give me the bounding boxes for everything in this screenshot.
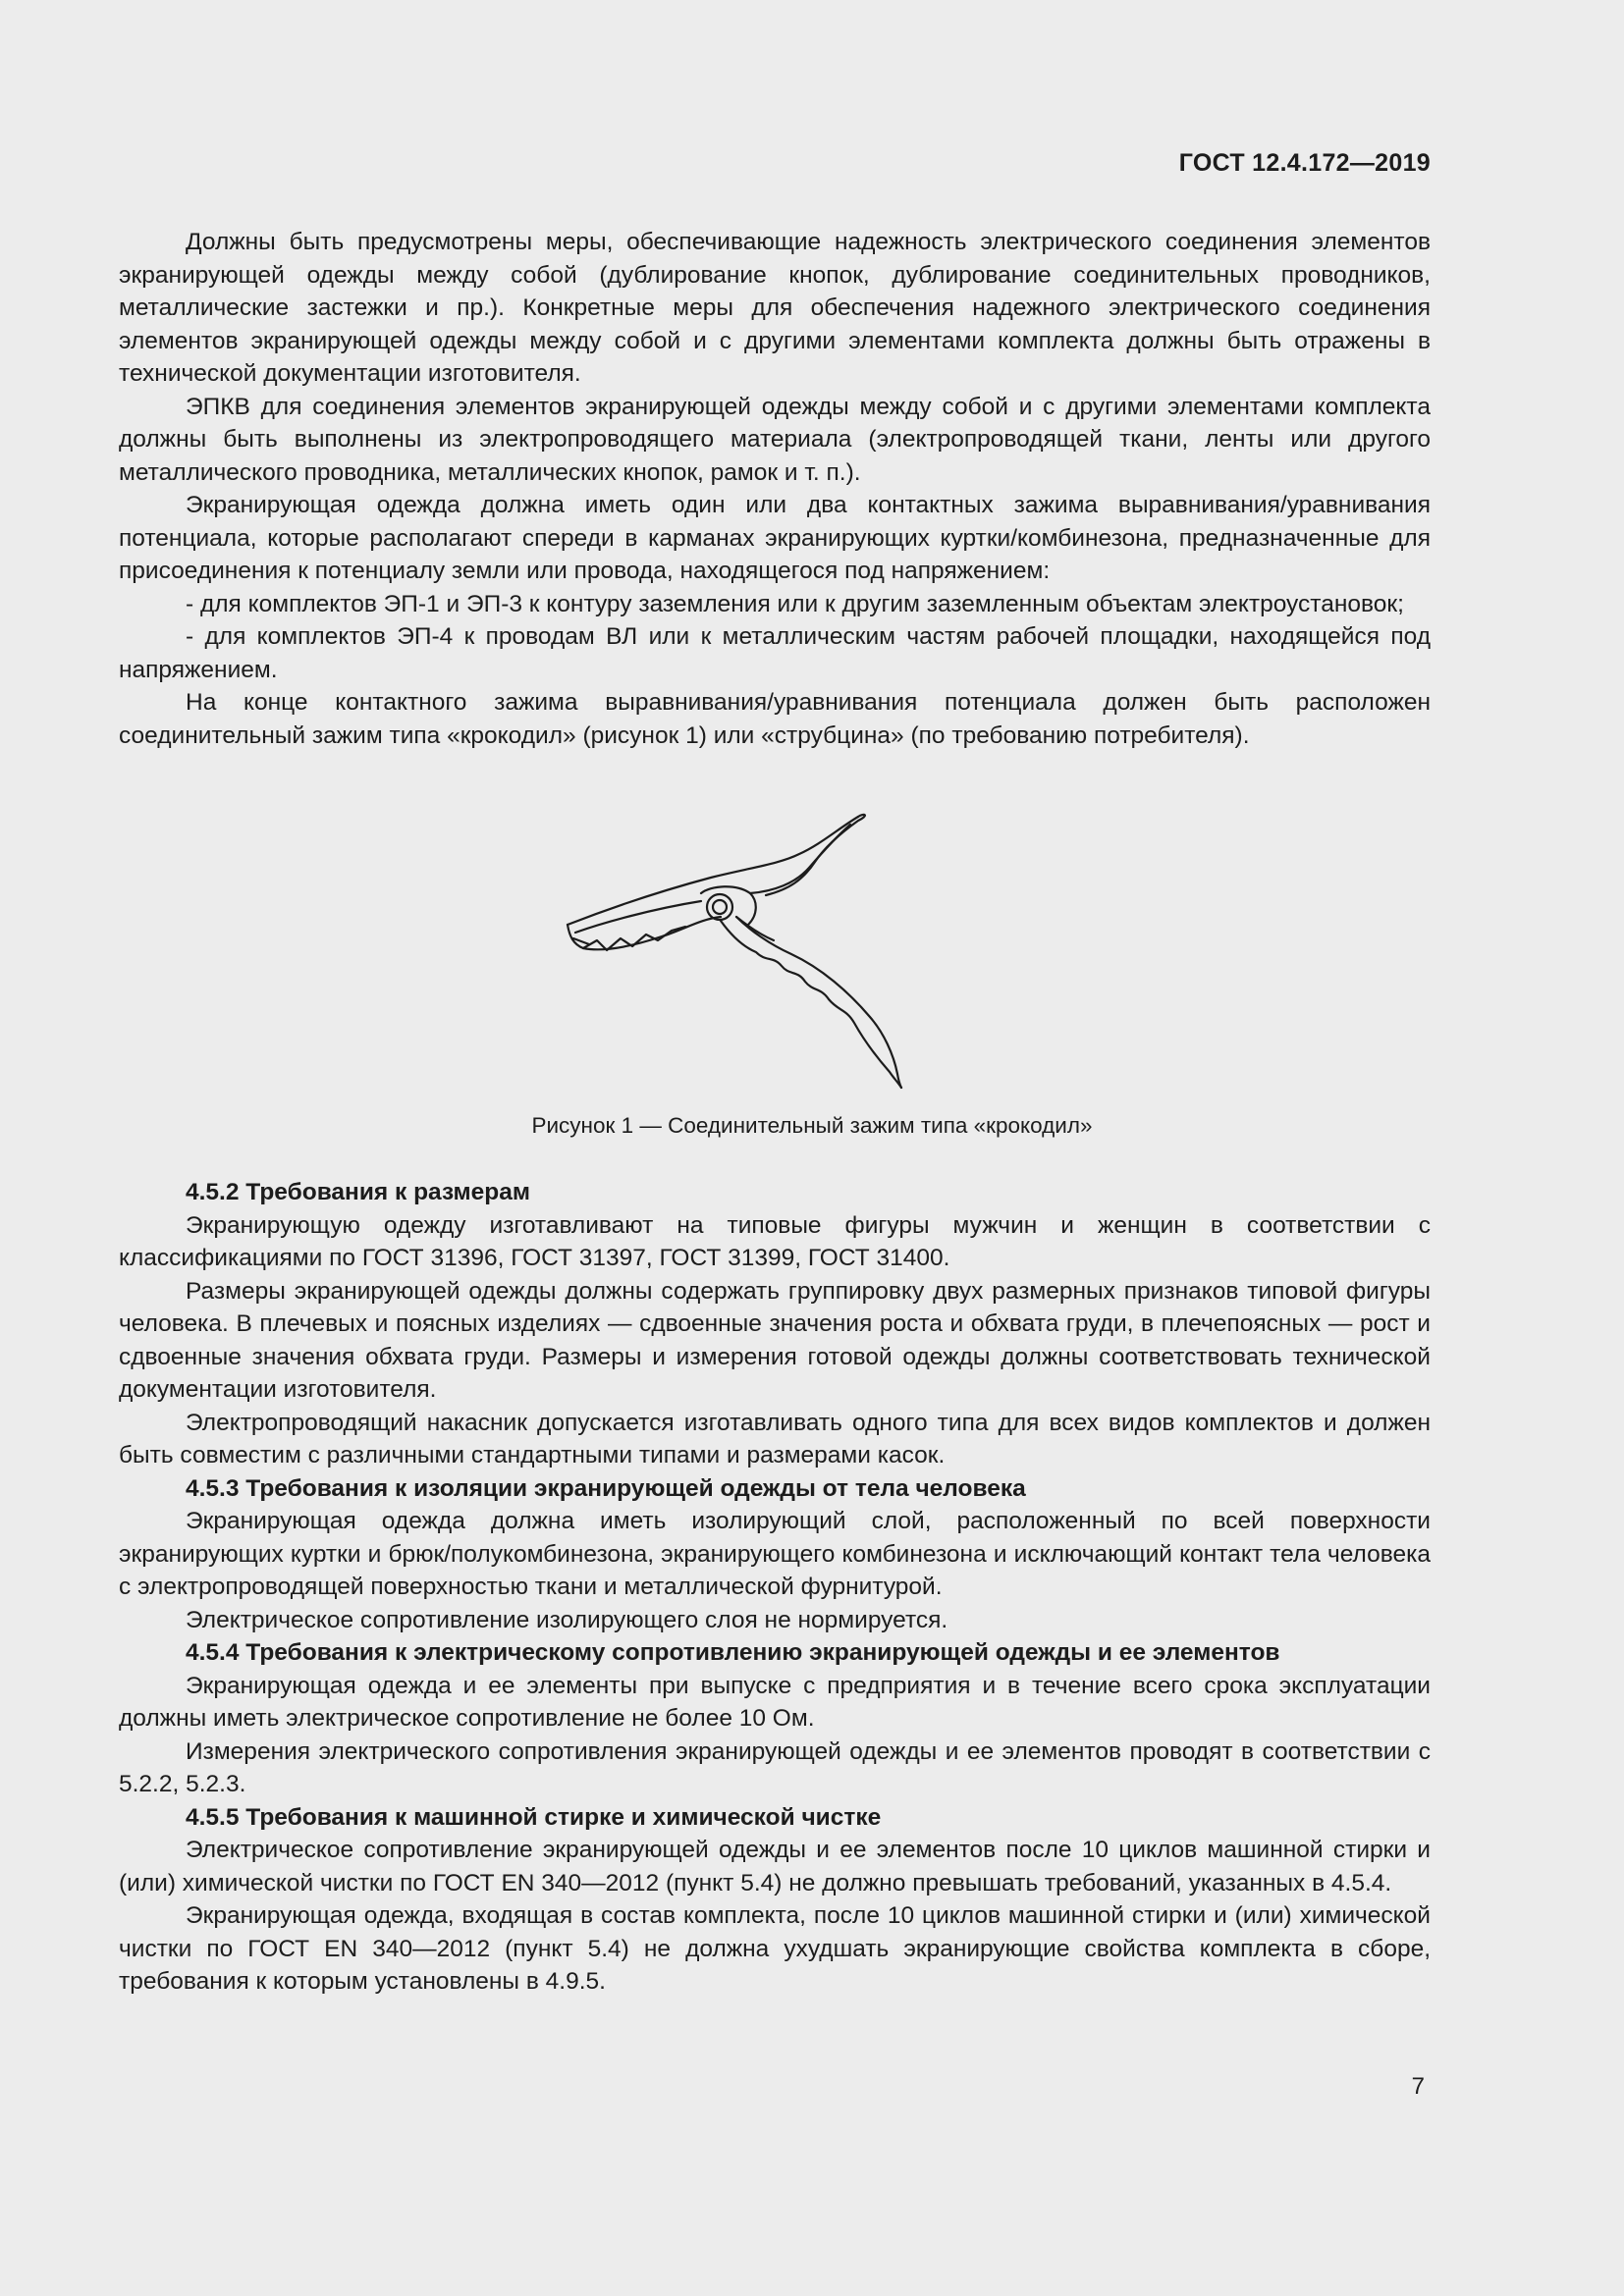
- paragraph: Должны быть предусмотрены меры, обеспечивающие надежность электрического соединения элементов экранирующей одежды между собой (дублирование кнопок, дублирование соединительных проводников, металлические застежки и пр.). Конкретные меры для обеспечения надежного электрического соединения элементов экранирующей одежды между собой и с другими элементами комплекта должны быть отражены в технической документации изготовителя.: [119, 229, 1431, 387]
- paragraph: ЭПКВ для соединения элементов экранирующей одежды между собой и с другими элементами комплекта должны быть выполнены из электропроводящего материала (электропроводящей ткани, ленты или другого металлического проводника, металлических кнопок, рамок и т. п.).: [119, 393, 1431, 486]
- standard-header: ГОСТ 12.4.172—2019: [1178, 149, 1431, 177]
- bottom-text-block: [119, 1176, 1431, 1999]
- crocodile-clip-figure: [564, 809, 988, 1092]
- figure-caption: Рисунок 1 — Соединительный зажим типа «крокодил»: [531, 1113, 1093, 1138]
- section-heading: 4.5.3 Требования к изоляции экранирующей одежды от тела человека: [186, 1474, 1026, 1502]
- section-heading: 4.5.5 Требования к машинной стирке и химической чистке: [186, 1803, 882, 1831]
- paragraph: Электропроводящий накасник допускается изготавливать одного типа для всех видов комплектов и должен быть совместим с различными стандартными типами и размерами касок.: [119, 1409, 1431, 1468]
- paragraph: Размеры экранирующей одежды должны содержать группировку двух размерных признаков типовой фигуры человека. В плечевых и поясных изделиях — сдвоенные значения роста и обхвата груди, в плечепоясных — рост и сдвоенные значения обхвата груди. Размеры и измерения готовой одежды должны соответствовать технической документации изготовителя.: [119, 1277, 1431, 1403]
- paragraph: Электрическое сопротивление экранирующей одежды и ее элементов после 10 циклов машинной стирки и (или) химической чистки по ГОСТ EN 340—2012 (пункт 5.4) не должно превышать требований, указанных в 4.5.4.: [119, 1837, 1431, 1896]
- paragraph: Измерения электрического сопротивления экранирующей одежды и ее элементов проводят в соответствии с 5.2.2, 5.2.3.: [119, 1737, 1431, 1797]
- list-item: - для комплектов ЭП-4 к проводам ВЛ или к металлическим частям рабочей площадки, находящейся под напряжением.: [119, 623, 1431, 683]
- paragraph: Экранирующая одежда, входящая в состав комплекта, после 10 циклов машинной стирки и (или) химической чистки по ГОСТ EN 340—2012 (пункт 5.4) не должна ухудшать экранирующие свойства комплекта в сборе, требования к которым установлены в 4.9.5.: [119, 1902, 1431, 1995]
- paragraph: Экранирующая одежда и ее элементы при выпуске с предприятия и в течение всего срока эксплуатации должны иметь электрическое сопротивление не более 10 Ом.: [119, 1672, 1431, 1732]
- paragraph: Экранирующая одежда должна иметь изолирующий слой, расположенный по всей поверхности экранирующих куртки и брюк/полукомбинезона, экранирующего комбинезона и исключающий контакт тела человека с электропроводящей поверхностью ткани и металлической фурнитурой.: [119, 1508, 1431, 1600]
- top-text-block: [119, 226, 1431, 752]
- crocodile-clip-drawing-icon: [564, 809, 988, 1092]
- paragraph: Экранирующая одежда должна иметь один или два контактных зажима выравнивания/уравнивания потенциала, которые располагают спереди в карманах экранирующих куртки/комбинезона, предназначенные для присоединения к потенциалу земли или провода, находящегося под напряжением:: [119, 492, 1431, 584]
- paragraph: На конце контактного зажима выравнивания/уравнивания потенциала должен быть расположен соединительный зажим типа «крокодил» (рисунок 1) или «струбцина» (по требованию потребителя).: [119, 689, 1431, 749]
- page-number: 7: [1411, 2073, 1425, 2100]
- list-item: - для комплектов ЭП-1 и ЭП-3 к контуру заземления или к другим заземленным объектам электроустановок;: [186, 590, 1404, 617]
- section-heading: 4.5.2 Требования к размерам: [186, 1179, 531, 1205]
- paragraph: Электрическое сопротивление изолирующего слоя не нормируется.: [186, 1606, 948, 1633]
- paragraph: Экранирующую одежду изготавливают на типовые фигуры мужчин и женщин в соответствии с классификациями по ГОСТ 31396, ГОСТ 31397, ГОСТ 31399, ГОСТ 31400.: [119, 1211, 1431, 1271]
- section-heading: 4.5.4 Требования к электрическому сопротивлению экранирующей одежды и ее элементов: [186, 1639, 1280, 1666]
